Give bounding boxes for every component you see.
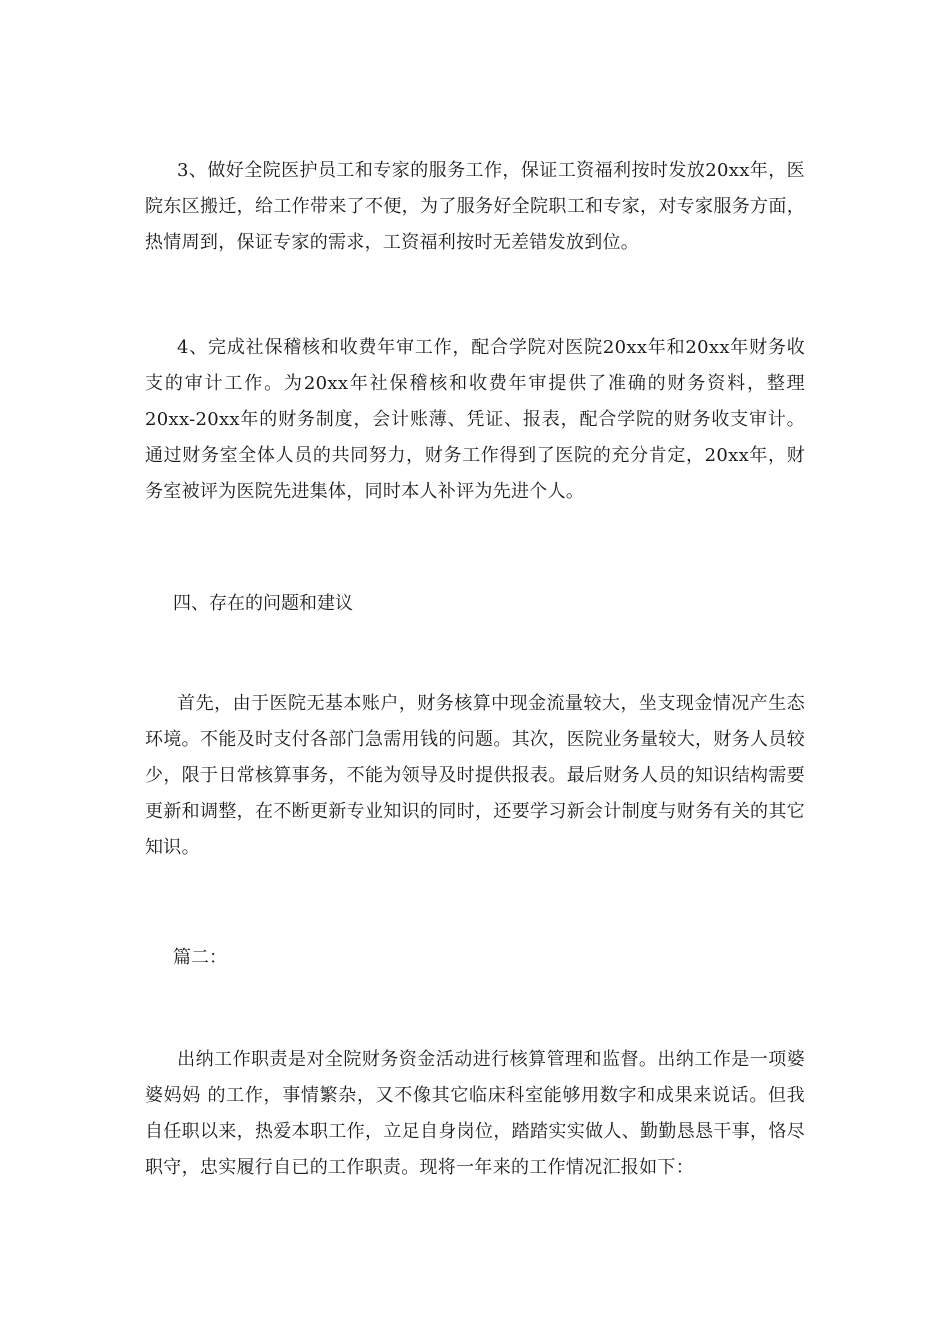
paragraph-text: 出纳工作职责是对全院财务资金活动进行核算管理和监督。出纳工作是一项婆婆妈妈 的工作，事情繁杂，又不像其它临床科室能够用数字和成果来说话。但我自任职以来，热爱本职工作，立足自身岗位，踏踏实实做人、勤勤恳恳干事，恪尽职守，忠实履行自已的工作职责。现将一年来的工作情况汇报如下： [145,1049,805,1178]
section-heading-problems: 四、存在的问题和建议 [173,593,353,614]
paragraph-text: 4、完成社保稽核和收费年审工作，配合学院对医院20xx年和20xx年财务收支的审计工作。为20xx年社保稽核和收费年审提供了准确的财务资料，整理20xx-20xx年的财务制度，会计账薄、凭证、报表，配合学院的财务收支审计。通过财务室全体人员的共同努力，财务工作得到了医院的充分肯定，20xx年，财务室被评为医院先进集体，同时本人补评为先进个人。 [145,337,805,502]
section-heading-part-two: 篇二： [173,947,227,968]
paragraph-text: 首先，由于医院无基本账户，财务核算中现金流量较大，坐支现金情况产生态环境。不能及时支付各部门急需用钱的问题。其次，医院业务量较大，财务人员较少，限于日常核算事务，不能为领导及时提供报表。最后财务人员的知识结构需要更新和调整，在不断更新专业知识的同时，还要学习新会计制度与财务有关的其它知识。 [145,693,805,858]
paragraph-text: 3、做好全院医护员工和专家的服务工作，保证工资福利按时发放20xx年，医院东区搬迁，给工作带来了不便，为了服务好全院职工和专家，对专家服务方面，热情周到，保证专家的需求，工资福利按时无差错发放到位。 [145,160,805,253]
paragraph-service-work [145,153,805,261]
paragraph-problems [145,686,805,866]
paragraph-audit-work [145,330,805,510]
paragraph-cashier-duties [145,1042,805,1186]
